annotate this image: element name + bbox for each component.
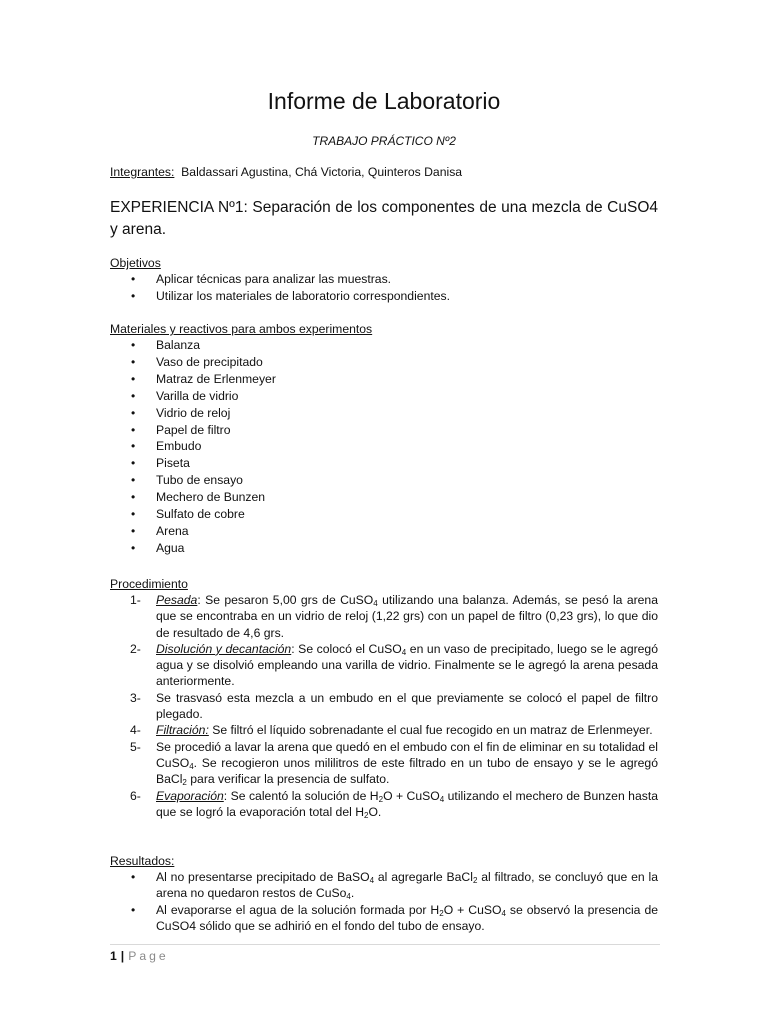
bullet-icon: • — [131, 338, 136, 352]
bullet-icon: • — [131, 272, 136, 286]
material-item-text: Vidrio de reloj — [156, 405, 231, 420]
material-item — [110, 472, 372, 489]
material-item-text: Balanza — [156, 338, 201, 352]
step-text: Filtración: Se filtró el líquido sobrenadante el cual fue recogido en un matraz de Erlenmeyer. — [156, 723, 653, 738]
procedure-heading: Procedimiento — [110, 577, 188, 591]
step-number: 3- — [130, 690, 141, 705]
footer-divider — [110, 944, 660, 945]
material-item-text: Agua — [156, 540, 185, 555]
bullet-icon: • — [131, 523, 136, 538]
step-text: Pesada: Se pesaron 5,00 grs de CuSO$_4$ utilizando una balanza. Además, se pesó la arena que se encontraba en un vidrio de reloj (1,22 grs) con un papel de filtro (0,23 grs), lo que dio de resultado de 4,6 grs. — [156, 593, 658, 640]
step-number: 4- — [130, 723, 141, 738]
bullet-icon: • — [131, 456, 136, 471]
step-number: 1- — [130, 593, 141, 607]
material-item — [110, 337, 372, 354]
material-item — [110, 438, 372, 455]
material-item-text: Tubo de ensayo — [156, 473, 243, 488]
page-label: Page — [128, 949, 169, 963]
procedure-section — [110, 576, 658, 820]
bullet-icon: • — [131, 388, 136, 403]
bullet-icon: • — [131, 422, 136, 437]
results-section — [110, 853, 658, 934]
procedure-step — [110, 641, 658, 690]
materials-section — [110, 321, 372, 557]
objectives-list — [110, 271, 450, 305]
material-item — [110, 422, 372, 439]
material-item-text: Vaso de precipitado — [156, 354, 263, 369]
bullet-icon: • — [131, 288, 136, 303]
material-item-text: Mechero de Bunzen — [156, 490, 266, 505]
members-label: Integrantes: — [110, 165, 175, 179]
page-number: 1 — [110, 949, 117, 963]
material-item — [110, 371, 372, 388]
results-list — [110, 869, 658, 934]
material-item — [110, 354, 372, 371]
bullet-icon: • — [131, 507, 136, 522]
result-item-text: Al no presentarse precipitado de BaSO$_4$ al agregarle BaCl$_2$ al filtrado, se concluyó que en la arena no quedaron restos de CuSo$_4$. — [156, 870, 658, 902]
step-text: Se trasvasó esta mezcla a un embudo en el que previamente se colocó el papel de filtro plegado. — [156, 690, 658, 722]
objectives-section — [110, 255, 450, 305]
objectives-heading: Objetivos — [110, 256, 161, 270]
objective-item — [110, 271, 450, 288]
bullet-icon: • — [131, 870, 136, 884]
result-item — [110, 869, 658, 902]
objective-item — [110, 288, 450, 305]
page-footer — [110, 948, 169, 964]
bullet-icon: • — [131, 405, 136, 420]
experiment-heading — [110, 197, 658, 241]
material-item-text: Piseta — [156, 456, 190, 471]
bullet-icon: • — [131, 540, 136, 555]
subtitle: TRABAJO PRÁCTICO Nº2 — [312, 134, 456, 148]
bullet-icon: • — [131, 490, 136, 505]
material-item — [110, 405, 372, 422]
material-item — [110, 455, 372, 472]
material-item-text: Embudo — [156, 439, 202, 454]
material-item — [110, 388, 372, 405]
step-number: 2- — [130, 641, 141, 656]
step-text: Disolución y decantación: Se colocó el CuSO$_4$ en un vaso de precipitado, luego se le agregó agua y se disolvió empleando una varilla de vidrio. Finalmente se le agregó la arena pesada anteriormente. — [156, 641, 658, 689]
step-number: 6- — [130, 788, 141, 803]
experiment-text: Separación de los componentes de una mezcla de CuSO4 y arena. — [110, 199, 658, 238]
procedure-step — [110, 722, 658, 738]
procedure-step — [110, 592, 658, 641]
material-item — [110, 540, 372, 557]
objective-item-text: Aplicar técnicas para analizar las muestras. — [156, 272, 392, 286]
result-item — [110, 902, 658, 935]
materials-heading: Materiales y reactivos para ambos experimentos — [110, 322, 373, 336]
experiment-label: EXPERIENCIA Nº1: — [110, 199, 248, 216]
materials-list — [110, 337, 372, 557]
material-item-text: Sulfato de cobre — [156, 507, 245, 522]
result-item-text: Al evaporarse el agua de la solución formada por $H_2O$ + CuSO$_4$ se observó la presencia de CuSO4 sólido que se adhirió en el fondo del tubo de ensayo. — [156, 902, 659, 933]
footer-separator: | — [120, 949, 125, 963]
bullet-icon: • — [131, 354, 136, 369]
bullet-icon: • — [131, 473, 136, 488]
procedure-step — [110, 690, 658, 723]
step-text: Evaporación: Se calentó la solución de $H_2O$ + CuSO$_4$ utilizando el mechero de Bunzen hasta que se logró la evaporación total del $H_2O$. — [156, 788, 658, 820]
material-item — [110, 489, 372, 506]
step-number: 5- — [130, 739, 141, 754]
members-names: Baldassari Agustina, Chá Victoria, Quinteros Danisa — [181, 165, 463, 179]
objective-item-text: Utilizar los materiales de laboratorio correspondientes. — [156, 288, 450, 303]
material-item — [110, 506, 372, 523]
procedure-step — [110, 788, 658, 821]
procedure-step — [110, 739, 658, 788]
bullet-icon: • — [131, 439, 136, 454]
results-heading: Resultados: — [110, 854, 175, 868]
material-item-text: Varilla de vidrio — [156, 388, 239, 403]
material-item-text: Papel de filtro — [156, 422, 231, 437]
material-item-text: Matraz de Erlenmeyer — [156, 371, 276, 386]
bullet-icon: • — [131, 371, 136, 386]
members-line — [110, 164, 462, 180]
procedure-list — [110, 592, 658, 820]
page-title: Informe de Laboratorio — [267, 88, 501, 114]
material-item — [110, 523, 372, 540]
bullet-icon: • — [131, 902, 136, 917]
step-text: Se procedió a lavar la arena que quedó en el embudo con el fin de eliminar en su totalidad el CuSO$_4$. Se recogieron unos mililitros de este filtrado en un tubo de ensayo y se le agregó BaCl$_2$ para verificar la presencia de sulfato. — [156, 739, 658, 788]
material-item-text: Arena — [156, 523, 189, 538]
